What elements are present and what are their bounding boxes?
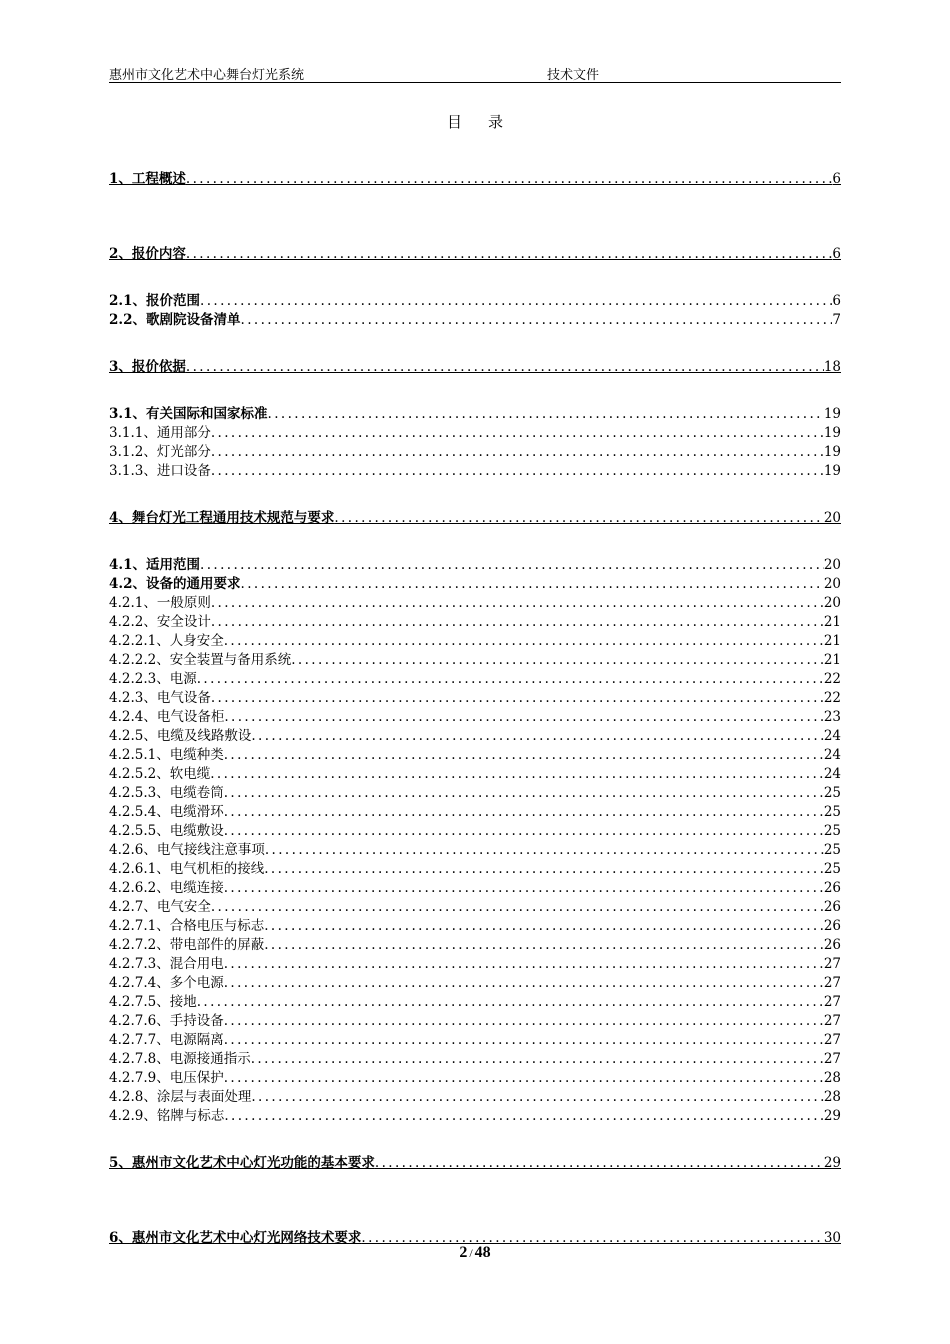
toc-entry[interactable] [109, 803, 841, 822]
toc-entry-page: 22 [823, 671, 841, 687]
toc-leader-dots [264, 917, 824, 936]
toc-leader-dots [186, 245, 833, 264]
current-page: 2 [459, 1244, 468, 1261]
toc-leader-dots [210, 765, 824, 784]
toc-entry[interactable] [109, 974, 841, 993]
toc-leader-dots [224, 955, 824, 974]
toc-spacer [109, 528, 841, 556]
toc-entry-title: 2、报价内容 [109, 246, 186, 262]
toc-leader-dots [334, 509, 823, 528]
toc-leader-dots [291, 651, 824, 670]
toc-entry-page: 21 [823, 633, 841, 649]
toc-leader-dots [211, 689, 824, 708]
toc-entry[interactable] [109, 594, 841, 613]
toc-spacer [109, 264, 841, 292]
toc-entry-page: 25 [823, 804, 841, 820]
toc-spacer [109, 189, 841, 217]
toc-spacer [109, 1126, 841, 1154]
toc-entry-page: 22 [823, 690, 841, 706]
toc-leader-dots [224, 784, 824, 803]
toc-entry[interactable] [109, 689, 841, 708]
toc-entry-page: 6 [832, 171, 841, 187]
header-document-title: 惠州市文化艺术中心舞台灯光系统 [109, 68, 305, 83]
toc-entry[interactable] [109, 746, 841, 765]
toc-entry-title: 4.2.7.6、手持设备 [109, 1013, 224, 1029]
toc-entry-title: 4.2.8、涂层与表面处理 [109, 1089, 252, 1105]
toc-entry[interactable] [109, 1088, 841, 1107]
toc-leader-dots [224, 822, 824, 841]
toc-entry-title: 4.2.2.3、电源 [109, 671, 197, 687]
toc-leader-dots [211, 898, 824, 917]
toc-entry-page: 25 [823, 823, 841, 839]
toc-leader-dots [211, 443, 824, 462]
toc-entry-page: 29 [823, 1155, 841, 1171]
toc-entry-title: 4.2.7.2、带电部件的屏蔽 [109, 937, 265, 953]
toc-entry-page: 24 [823, 747, 841, 763]
toc-leader-dots [224, 1069, 824, 1088]
toc-entry[interactable] [109, 860, 841, 879]
toc-entry[interactable] [109, 462, 841, 481]
toc-entry-title: 4.2、设备的通用要求 [109, 576, 241, 592]
toc-entry[interactable] [109, 556, 841, 575]
toc-leader-dots [200, 292, 832, 311]
toc-entry-page: 28 [823, 1089, 841, 1105]
toc-entry-title: 4.2.7.9、电压保护 [109, 1070, 224, 1086]
toc-entry[interactable] [109, 1107, 841, 1126]
toc-entry-title: 2.1、报价范围 [109, 293, 200, 309]
toc-entry-title: 4.2.5.2、软电缆 [109, 766, 211, 782]
toc-leader-dots [224, 1012, 824, 1031]
toc-leader-dots [224, 746, 824, 765]
toc-entry-title: 3.1、有关国际和国家标准 [109, 406, 268, 422]
toc-entry-page: 25 [823, 785, 841, 801]
toc-entry-title: 4.2.4、电气设备柜 [109, 709, 225, 725]
toc-leader-dots [224, 974, 824, 993]
toc-entry-page: 21 [823, 614, 841, 630]
toc-entry[interactable] [109, 993, 841, 1012]
toc-entry-page: 20 [823, 576, 841, 592]
toc-entry[interactable] [109, 955, 841, 974]
table-of-contents [109, 170, 841, 1276]
toc-entry-page: 26 [823, 899, 841, 915]
total-pages: 48 [474, 1244, 491, 1261]
toc-leader-dots [200, 556, 824, 575]
toc-entry[interactable] [109, 879, 841, 898]
toc-entry-title: 4.1、适用范围 [109, 557, 200, 573]
toc-entry[interactable] [109, 443, 841, 462]
toc-entry[interactable] [109, 245, 841, 264]
toc-entry-title: 4.2.3、电气设备 [109, 690, 211, 706]
toc-entry-page: 30 [823, 1230, 841, 1246]
toc-entry-page: 21 [823, 652, 841, 668]
toc-entry-page: 27 [823, 1051, 841, 1067]
toc-entry-page: 28 [823, 1070, 841, 1086]
toc-entry-page: 27 [823, 975, 841, 991]
toc-entry-page: 19 [823, 444, 841, 460]
toc-entry[interactable] [109, 170, 841, 189]
toc-entry-title: 4.2.7.5、接地 [109, 994, 197, 1010]
toc-leader-dots [268, 405, 824, 424]
toc-entry[interactable] [109, 632, 841, 651]
toc-entry-page: 29 [823, 1108, 841, 1124]
toc-leader-dots [224, 708, 823, 727]
page-separator: / [469, 1246, 473, 1260]
toc-entry[interactable] [109, 575, 841, 594]
toc-entry[interactable] [109, 1069, 841, 1088]
toc-entry[interactable] [109, 765, 841, 784]
toc-leader-dots [251, 1088, 823, 1107]
toc-entry-page: 19 [823, 463, 841, 479]
toc-entry[interactable] [109, 613, 841, 632]
toc-entry-page: 20 [823, 595, 841, 611]
toc-leader-dots [251, 1050, 824, 1069]
toc-entry-title: 6、惠州市文化艺术中心灯光网络技术要求 [109, 1230, 362, 1246]
toc-entry-title: 4.2.2.2、安全装置与备用系统 [109, 652, 292, 668]
toc-entry-title: 4.2.7.8、电源接通指示 [109, 1051, 251, 1067]
page-header [109, 62, 841, 83]
toc-leader-dots [224, 879, 824, 898]
toc-entry-page: 26 [823, 918, 841, 934]
toc-leader-dots [224, 803, 824, 822]
toc-leader-dots [241, 311, 833, 330]
toc-entry-title: 4.2.7.4、多个电源 [109, 975, 224, 991]
toc-leader-dots [264, 936, 824, 955]
toc-entry-page: 6 [832, 293, 841, 309]
toc-entry[interactable] [109, 936, 841, 955]
toc-entry[interactable] [109, 1031, 841, 1050]
toc-leader-dots [211, 613, 824, 632]
toc-entry-page: 25 [823, 842, 841, 858]
toc-entry-title: 4.2.2.1、人身安全 [109, 633, 224, 649]
toc-leader-dots [197, 993, 824, 1012]
toc-entry-page: 23 [823, 709, 841, 725]
toc-entry[interactable] [109, 670, 841, 689]
toc-entry[interactable] [109, 822, 841, 841]
toc-entry-title: 4.2.7.3、混合用电 [109, 956, 224, 972]
toc-leader-dots [224, 1107, 823, 1126]
toc-spacer [109, 217, 841, 245]
toc-leader-dots [211, 462, 824, 481]
toc-entry[interactable] [109, 917, 841, 936]
toc-leader-dots [186, 170, 833, 189]
toc-entry-title: 4.2.5.1、电缆种类 [109, 747, 224, 763]
header-document-type: 技术文件 [547, 68, 600, 83]
toc-entry[interactable] [109, 841, 841, 860]
toc-entry[interactable] [109, 424, 841, 443]
toc-entry[interactable] [109, 708, 841, 727]
toc-entry-title: 4.2.7.1、合格电压与标志 [109, 918, 265, 934]
toc-entry-title: 4.2.1、一般原则 [109, 595, 211, 611]
toc-entry[interactable] [109, 1050, 841, 1069]
toc-leader-dots [211, 594, 824, 613]
toc-entry-page: 27 [823, 1032, 841, 1048]
toc-entry-title: 4.2.2、安全设计 [109, 614, 211, 630]
toc-entry-title: 3.1.1、通用部分 [109, 425, 211, 441]
toc-entry-title: 4.2.5.3、电缆卷筒 [109, 785, 224, 801]
toc-entry-title: 3、报价依据 [109, 359, 186, 375]
toc-entry-page: 19 [823, 425, 841, 441]
toc-entry-page: 25 [823, 861, 841, 877]
page-number [0, 1244, 950, 1262]
toc-entry-title: 4.2.5.4、电缆滑环 [109, 804, 224, 820]
toc-entry[interactable] [109, 292, 841, 311]
toc-entry-title: 4.2.7.7、电源隔离 [109, 1032, 224, 1048]
toc-entry-title: 4.2.9、铭牌与标志 [109, 1108, 225, 1124]
toc-entry[interactable] [109, 405, 841, 424]
toc-entry-page: 24 [823, 766, 841, 782]
toc-entry[interactable] [109, 509, 841, 528]
toc-entry[interactable] [109, 1154, 841, 1173]
toc-entry-title: 4.2.6、电气接线注意事项 [109, 842, 265, 858]
toc-entry-title: 3.1.3、进口设备 [109, 463, 211, 479]
toc-heading: 目录 [446, 113, 529, 131]
toc-entry-title: 2.2、歌剧院设备清单 [109, 312, 241, 328]
toc-spacer [109, 1201, 841, 1229]
toc-entry-page: 26 [823, 880, 841, 896]
toc-spacer [109, 377, 841, 405]
toc-entry-page: 7 [832, 312, 841, 328]
toc-leader-dots [224, 1031, 824, 1050]
toc-leader-dots [197, 670, 824, 689]
toc-entry-page: 27 [823, 994, 841, 1010]
toc-leader-dots [375, 1154, 824, 1173]
toc-entry-title: 4、舞台灯光工程通用技术规范与要求 [109, 510, 335, 526]
toc-leader-dots [224, 632, 824, 651]
toc-leader-dots [264, 860, 824, 879]
toc-leader-dots [241, 575, 824, 594]
toc-entry-page: 27 [823, 956, 841, 972]
toc-entry-title: 4.2.5.5、电缆敷设 [109, 823, 224, 839]
toc-entry-title: 3.1.2、灯光部分 [109, 444, 211, 460]
toc-entry-page: 20 [823, 557, 841, 573]
toc-entry-title: 1、工程概述 [109, 171, 186, 187]
toc-leader-dots [251, 727, 823, 746]
toc-entry-page: 26 [823, 937, 841, 953]
toc-leader-dots [265, 841, 824, 860]
toc-entry-page: 27 [823, 1013, 841, 1029]
toc-spacer [109, 1173, 841, 1201]
toc-entry-page: 20 [823, 510, 841, 526]
toc-entry-page: 24 [823, 728, 841, 744]
toc-entry[interactable] [109, 727, 841, 746]
toc-entry-page: 19 [823, 406, 841, 422]
toc-spacer [109, 330, 841, 358]
toc-spacer [109, 481, 841, 509]
toc-entry-title: 4.2.5、电缆及线路敷设 [109, 728, 252, 744]
toc-entry-title: 4.2.7、电气安全 [109, 899, 211, 915]
toc-entry[interactable] [109, 358, 841, 377]
toc-entry[interactable] [109, 311, 841, 330]
toc-entry-title: 4.2.6.1、电气机柜的接线 [109, 861, 265, 877]
toc-leader-dots [211, 424, 824, 443]
toc-entry[interactable] [109, 651, 841, 670]
toc-entry-page: 6 [832, 246, 841, 262]
toc-entry-title: 5、惠州市文化艺术中心灯光功能的基本要求 [109, 1155, 375, 1171]
toc-entry-title: 4.2.6.2、电缆连接 [109, 880, 224, 896]
toc-entry-page: 18 [823, 359, 841, 375]
toc-leader-dots [186, 358, 824, 377]
toc-entry[interactable] [109, 784, 841, 803]
toc-entry[interactable] [109, 898, 841, 917]
toc-entry[interactable] [109, 1012, 841, 1031]
